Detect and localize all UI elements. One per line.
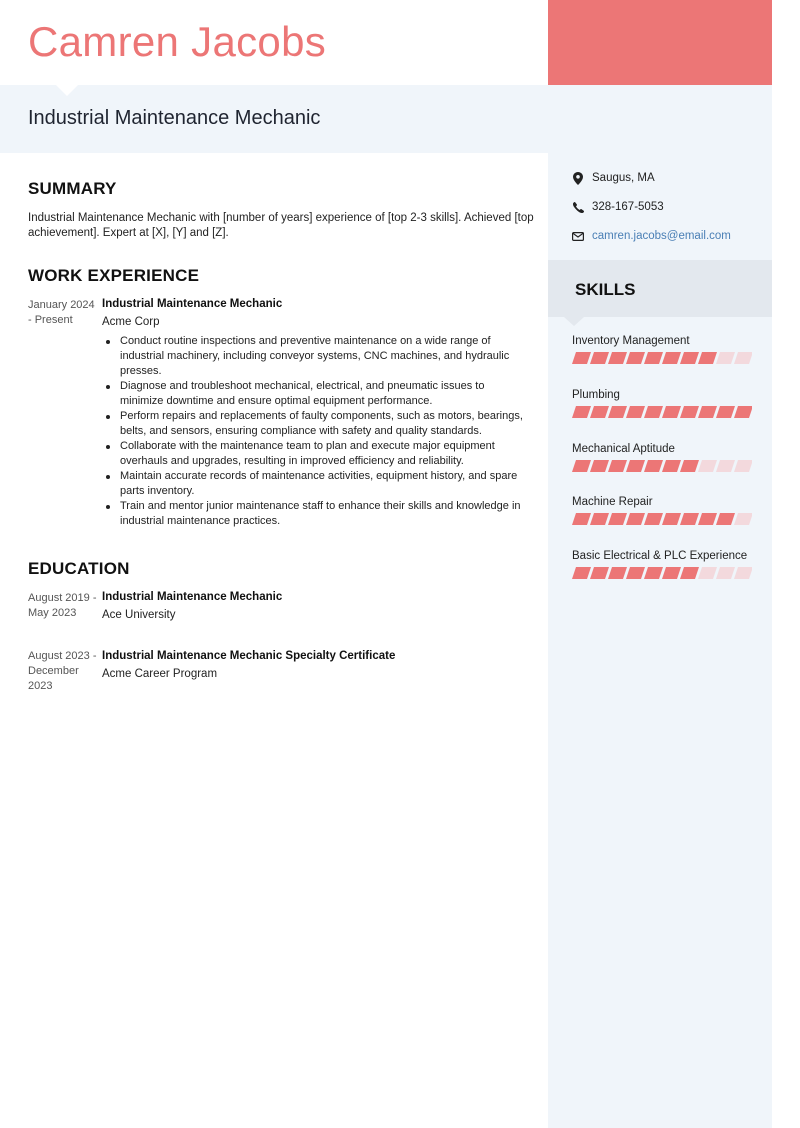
email-link[interactable]: camren.jacobs@email.com [592, 230, 731, 242]
bullet-item [102, 409, 530, 439]
skill-segment-filled [590, 406, 609, 418]
bullet-text: Conduct routine inspections and preventive maintenance on a wide range of industrial machinery, including conveyor systems, CNC machines, and hydraulic presses. [120, 335, 510, 377]
skill-rating-bar [572, 460, 752, 472]
education-date: August 2023 - December 2023 [28, 650, 97, 692]
skill-segment-filled [608, 352, 627, 364]
education-date: August 2019 - May 2023 [28, 592, 97, 619]
candidate-name: Camren Jacobs [28, 18, 327, 65]
skill-segment-filled [662, 352, 681, 364]
bullet-item [102, 469, 530, 499]
bullet-dot [106, 385, 110, 389]
bullet-item [102, 499, 530, 529]
skill-segment-filled [734, 406, 752, 418]
experience-date: January 2024 - Present [28, 299, 95, 326]
bullet-text: Collaborate with the maintenance team to plan and execute major equipment overhauls and upgrades, resulting in improved efficiency and reliability. [120, 440, 495, 467]
envelope-icon [572, 229, 584, 243]
skill-segment-filled [644, 460, 663, 472]
skill-name: Basic Electrical & PLC Experience [572, 550, 748, 562]
skill-name: Inventory Management [572, 335, 690, 347]
skill-segment-filled [662, 460, 681, 472]
skill-segment-filled [644, 406, 663, 418]
experience-role: Industrial Maintenance Mechanic [102, 298, 283, 310]
skill-segment-filled [590, 352, 609, 364]
skill-segment-filled [572, 567, 591, 579]
skill-segment-filled [626, 567, 645, 579]
bullet-text: Train and mentor junior maintenance staff to enhance their skills and knowledge in industrial maintenance practices. [120, 500, 521, 527]
bullet-text: Diagnose and troubleshoot mechanical, electrical, and pneumatic issues to minimize downtime and ensure optimal equipment performance. [120, 380, 485, 407]
skill-segment-filled [572, 460, 591, 472]
bullet-dot [106, 475, 110, 479]
skill-segment-empty [698, 567, 717, 579]
experience-bullets [102, 334, 530, 529]
skill-segment-filled [680, 567, 699, 579]
skill-segment-filled [698, 513, 717, 525]
skill-segment-empty [698, 460, 717, 472]
skill-segment-empty [716, 567, 735, 579]
header-accent-block [548, 0, 772, 85]
skill-segment-filled [680, 352, 699, 364]
map-pin-icon [572, 171, 584, 185]
education-school: Acme Career Program [102, 668, 218, 680]
skill-segment-filled [680, 406, 699, 418]
location-text: Saugus, MA [592, 172, 655, 184]
skill-segment-filled [716, 513, 735, 525]
education-degree: Industrial Maintenance Mechanic [102, 591, 283, 603]
skill-segment-filled [644, 352, 663, 364]
job-title: Industrial Maintenance Mechanic [28, 107, 321, 129]
skill-rating-bar [572, 406, 752, 418]
skill-segment-filled [662, 513, 681, 525]
skill-segment-filled [716, 406, 735, 418]
skill-name: Plumbing [572, 389, 620, 401]
skill-segment-filled [644, 513, 663, 525]
skill-name: Machine Repair [572, 496, 653, 508]
experience-company: Acme Corp [102, 316, 160, 328]
skill-segment-filled [662, 567, 681, 579]
skill-segment-filled [644, 567, 663, 579]
bullet-dot [106, 445, 110, 449]
summary-text: Industrial Maintenance Mechanic with [number of years] experience of [top 2-3 skills]. Achieved [top achievement]. Expert at [X], [Y] and [Z]. [28, 212, 534, 239]
education-degree: Industrial Maintenance Mechanic Specialty Certificate [102, 650, 396, 662]
education-heading: EDUCATION [28, 559, 130, 578]
work-experience-heading: WORK EXPERIENCE [28, 266, 200, 285]
skill-segment-filled [698, 352, 717, 364]
education-school: Ace University [102, 609, 176, 621]
summary-heading: SUMMARY [28, 179, 117, 198]
skill-segment-filled [608, 406, 627, 418]
bullet-dot [106, 415, 110, 419]
bullet-item [102, 379, 530, 409]
skill-segment-filled [608, 567, 627, 579]
bullet-text: Maintain accurate records of maintenance activities, equipment history, and spare parts inventory. [120, 470, 518, 497]
bullet-dot [106, 340, 110, 344]
skill-segment-filled [572, 352, 591, 364]
skill-segment-filled [626, 406, 645, 418]
bullet-item [102, 439, 530, 469]
skill-segment-empty [734, 567, 752, 579]
skills-heading: SKILLS [575, 280, 636, 299]
skill-segment-filled [626, 513, 645, 525]
bullet-text: Perform repairs and replacements of faulty components, such as motors, bearings, belts, and sensors, ensuring compliance with safety and quality standards. [120, 410, 523, 437]
skill-name: Mechanical Aptitude [572, 443, 675, 455]
skill-segment-filled [572, 406, 591, 418]
skill-segment-filled [572, 513, 591, 525]
skill-rating-bar [572, 513, 752, 525]
bullet-item [102, 334, 530, 379]
skill-segment-empty [734, 513, 752, 525]
skill-segment-filled [680, 513, 699, 525]
contact-phone [572, 198, 664, 216]
skill-segment-filled [626, 352, 645, 364]
skill-segment-empty [734, 460, 752, 472]
skill-segment-filled [590, 513, 609, 525]
skills-notch [564, 317, 584, 326]
skill-segment-empty [716, 352, 735, 364]
skill-segment-filled [698, 406, 717, 418]
bullet-dot [106, 505, 110, 509]
skill-segment-empty [716, 460, 735, 472]
skill-segment-filled [590, 460, 609, 472]
skill-rating-bar [572, 352, 752, 364]
skill-segment-filled [608, 513, 627, 525]
skill-segment-filled [590, 567, 609, 579]
skill-segment-filled [680, 460, 699, 472]
phone-icon [572, 200, 584, 214]
skill-rating-bar [572, 567, 752, 579]
skill-segment-filled [626, 460, 645, 472]
skill-segment-filled [662, 406, 681, 418]
phone-text: 328-167-5053 [592, 201, 664, 213]
title-notch [56, 85, 78, 96]
skill-segment-filled [608, 460, 627, 472]
contact-email[interactable] [572, 227, 731, 245]
contact-location [572, 169, 655, 187]
skill-segment-empty [734, 352, 752, 364]
